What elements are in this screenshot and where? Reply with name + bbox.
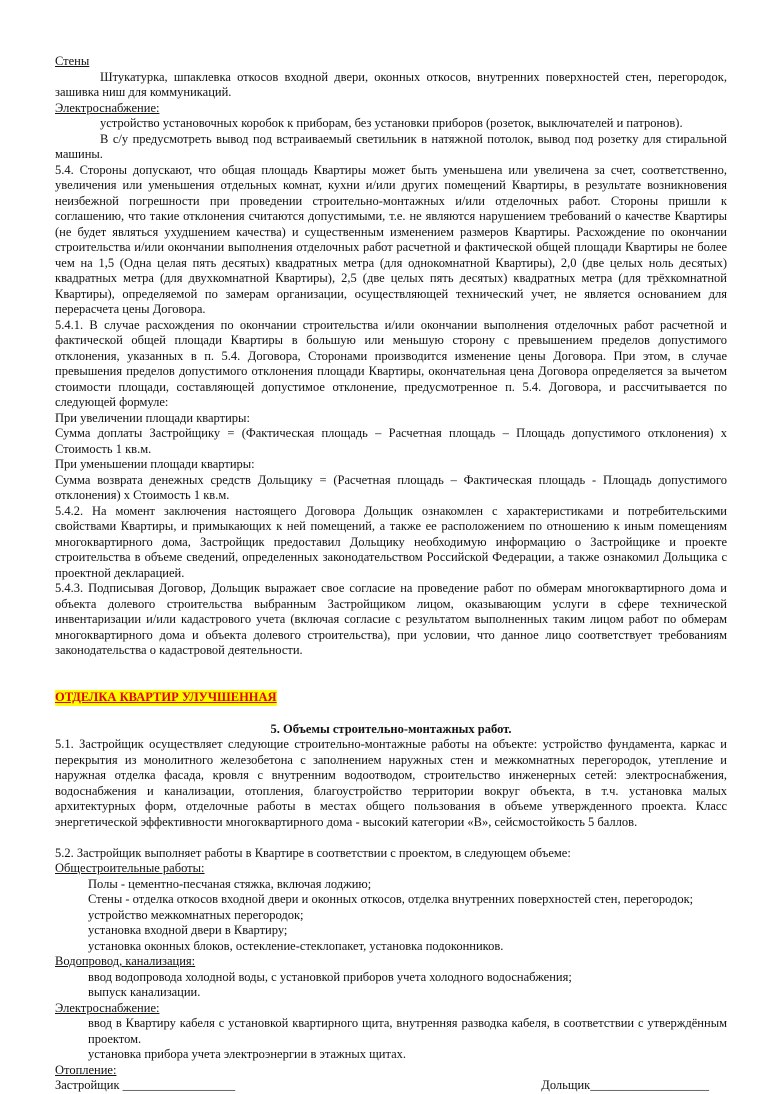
electric-item: устройство установочных коробок к приборам, без установки приборов (розеток, выключателей и патронов). bbox=[100, 116, 683, 130]
heating-heading: Отопление: bbox=[55, 1062, 117, 1077]
increase-label: При увеличении площади квартиры: bbox=[55, 410, 250, 425]
electric-item: В с/у предусмотреть вывод под встраиваемый светильник в натяжной потолок, вывод под розетку для стиральной машины. bbox=[55, 131, 727, 161]
walls-heading: Стены bbox=[55, 54, 90, 68]
general-item: установка оконных блоков, остекление-стеклопакет, установка подоконников. bbox=[88, 938, 504, 953]
signature-shareholder: Дольщик___________________ bbox=[541, 1078, 709, 1092]
electric2-item: ввод в Квартиру кабеля с установкой квартирного щита, внутренняя разводка кабеля, в соответствии с утверждённым проектом. bbox=[88, 1016, 727, 1046]
electric2-heading: Электроснабжение: bbox=[55, 1000, 160, 1015]
clause-5-4-1: 5.4.1. В случае расхождения по окончании строительства и/или окончании выполнения отделочных работ расчетной и фактической общей площади Квартиры в большую или меньшую сторону с превышением пределов допустимого отклонения, указанных в п. 5.4. Договора, Сторонами производится изменение цены Договора. При этом, в случае превышения пределов допустимого отклонения площади Квартиры, окончательная цена Договора определяется за вычетом стоимости площади, составляющей допустимое отклонение, предусмотренное п. 5.4. Договора, и рассчитывается по следующей формуле: bbox=[55, 317, 727, 409]
general-heading: Общестроительные работы: bbox=[55, 861, 205, 875]
clause-5-4: 5.4. Стороны допускают, что общая площадь Квартиры может быть уменьшена или увеличена за счет, соответственно, увеличения или уменьшения отдельных комнат, кухни и/или других помещений Квартиры, в результате возникновения неизбежной погрешности при проведении строительно-монтажных и/или отделочных работ. Стороны пришли к соглашению, что такие отклонения считаются допустимыми, т.е. не являются нарушением требований о качестве Квартиры (не будет являться ухудшением качества) и существенным изменением размеров Квартиры. Расхождение по окончании строительства и/или окончании выполнения отделочных работ расчетной и фактической общей площади Квартиры не более чем на 1,5 (Одна целая пять десятых) квадратных метра (для однокомнатной Квартиры), 2,0 (две целых ноль десятых) квадратных метра (для двухкомнатной Квартиры), 2,5 (две целых пять десятых) квадратных метра (для трёхкомнатной Квартиры), определяемой по замерам организации, осуществляющей технический учет, не является основанием для перерасчета цены Договора. bbox=[55, 162, 727, 316]
clause-5-4-3: 5.4.3. Подписывая Договор, Дольщик выражает свое согласие на проведение работ по обмерам многоквартирного дома и объекта долевого строительства выбранным Застройщиком лицом, оказывающим услуги в сфере технической инвентаризации и/или кадастрового учета (включая согласие с результатом выполненных таким лицом работ по обмерам многоквартирного дома и объекта долевого строительства), при условии, что данное лицо соответствует требованиям законодательства о кадастровой деятельности. bbox=[55, 581, 727, 657]
general-item: Полы - цементно-песчаная стяжка, включая лоджию; bbox=[88, 876, 372, 891]
document-page bbox=[55, 54, 727, 1094]
general-item: установка входной двери в Квартиру; bbox=[88, 923, 288, 937]
clause-5-1: 5.1. Застройщик осуществляет следующие строительно-монтажные работы на объекте: устройство фундамента, каркас и перекрытия из монолитного железобетона с заполнением наружных стен и межкомнатных перегородок, утепление и наружная отделка фасада, кровля с внутренним водоотводом, строительство инженерных сетей: электроснабжения, водоснабжения и канализации, отопления, благоустройство территории вокруг объекта, в т.ч. установка малых архитектурных форм, отделочные работы в местах общего пользования в объеме утвержденного проекта. Класс энергетической эффективности многоквартирного дома - высокий категории «В», сейсмостойкость 5 баллов. bbox=[55, 737, 727, 829]
general-item: устройство межкомнатных перегородок; bbox=[88, 907, 304, 922]
increase-formula: Сумма доплаты Застройщику = (Фактическая площадь – Расчетная площадь – Площадь допустимого отклонения) х Стоимость 1 кв.м. bbox=[55, 426, 727, 456]
highlight-heading: ОТДЕЛКА КВАРТИР УЛУЧШЕННАЯ bbox=[55, 690, 277, 704]
electric2-item: установка прибора учета электроэнергии в этажных щитах. bbox=[88, 1047, 406, 1061]
signature-developer: Застройщик __________________ bbox=[55, 1078, 236, 1092]
electric-heading: Электроснабжение: bbox=[55, 100, 160, 115]
decrease-formula: Сумма возврата денежных средств Дольщику = (Расчетная площадь – Фактическая площадь - Площадь допустимого отклонения) х Стоимость 1 кв.м. bbox=[55, 472, 727, 502]
water-item: ввод водопровода холодной воды, с установкой приборов учета холодного водоснабжения; bbox=[88, 969, 572, 984]
section-title: 5. Объемы строительно-монтажных работ. bbox=[270, 721, 512, 736]
general-item: Стены - отделка откосов входной двери и оконных откосов, отделка внутренних поверхностей стен, перегородок; bbox=[88, 892, 694, 906]
walls-text: Штукатурка, шпаклевка откосов входной двери, оконных откосов, внутренних поверхностей стен, перегородок, зашивка ниш для коммуникаций. bbox=[55, 69, 727, 99]
signature-row bbox=[55, 1078, 727, 1094]
water-heading: Водопровод, канализация: bbox=[55, 954, 196, 968]
clause-5-4-2: 5.4.2. На момент заключения настоящего Договора Дольщик ознакомлен с характеристиками и потребительскими свойствами Квартиры, и примыкающих к ней помещений, а также ее расположением по отношению к иным помещениям многоквартирного дома, Застройщик предоставил Дольщику необходимую информацию о Застройщике и проекте строительства в объеме сведений, определенных законодательством Российской Федерации, а также ознакомил Дольщика с проектной декларацией. bbox=[55, 503, 727, 580]
decrease-label: При уменьшении площади квартиры: bbox=[55, 457, 255, 471]
water-item: выпуск канализации. bbox=[88, 985, 201, 999]
clause-5-2: 5.2. Застройщик выполняет работы в Квартире в соответствии с проектом, в следующем объеме: bbox=[55, 845, 571, 860]
